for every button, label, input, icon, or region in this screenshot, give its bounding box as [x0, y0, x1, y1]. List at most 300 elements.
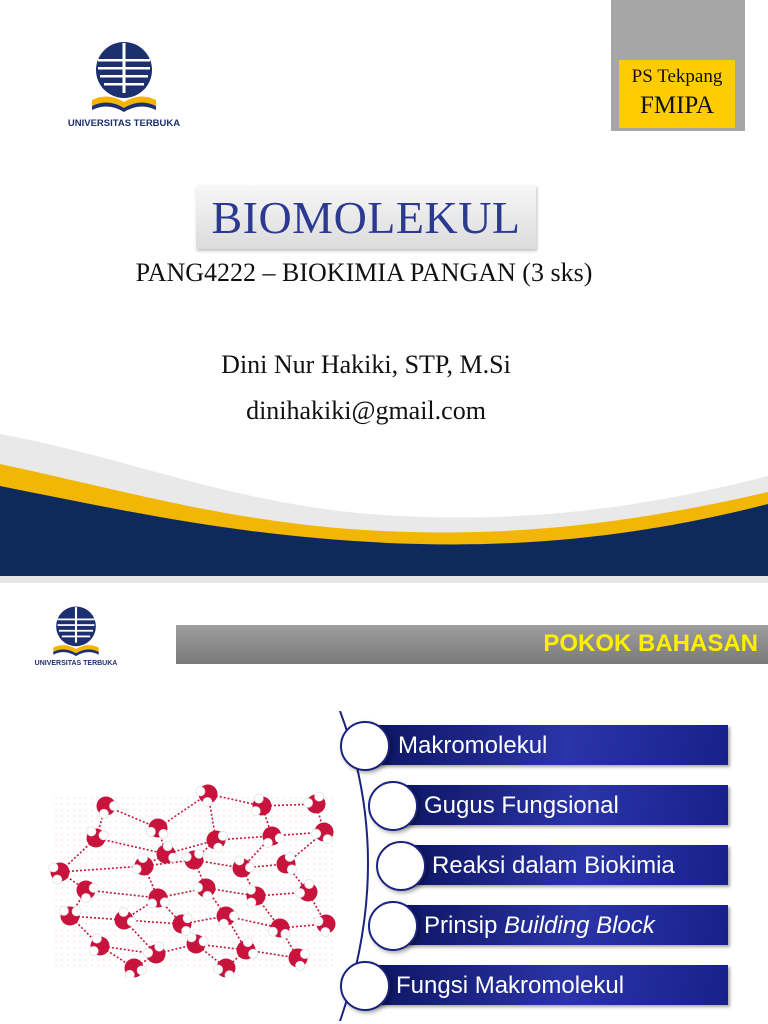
background-dot	[127, 941, 128, 942]
background-dot	[79, 839, 80, 840]
background-dot	[277, 803, 278, 804]
background-dot	[61, 935, 62, 936]
background-dot	[115, 905, 116, 906]
background-dot	[217, 941, 218, 942]
background-dot	[313, 935, 314, 936]
background-dot	[175, 845, 176, 846]
background-dot	[241, 821, 242, 822]
background-dot	[211, 935, 212, 936]
background-dot	[241, 887, 242, 888]
background-dot	[259, 869, 260, 870]
background-dot	[295, 857, 296, 858]
background-dot	[223, 893, 224, 894]
background-dot	[97, 797, 98, 798]
background-dot	[295, 929, 296, 930]
background-dot	[55, 821, 56, 822]
background-dot	[193, 839, 194, 840]
background-dot	[235, 887, 236, 888]
background-dot	[289, 905, 290, 906]
slide-title: BIOMOLEKUL	[211, 192, 521, 243]
background-dot	[253, 935, 254, 936]
background-dot	[163, 911, 164, 912]
background-dot	[85, 941, 86, 942]
background-dot	[67, 851, 68, 852]
background-dot	[259, 923, 260, 924]
background-dot	[307, 917, 308, 918]
background-dot	[235, 815, 236, 816]
background-dot	[193, 809, 194, 810]
hydrogen-atom	[295, 888, 304, 897]
background-dot	[175, 875, 176, 876]
background-dot	[73, 821, 74, 822]
background-dot	[175, 887, 176, 888]
background-dot	[85, 863, 86, 864]
background-dot	[175, 821, 176, 822]
background-dot	[217, 899, 218, 900]
background-dot	[295, 839, 296, 840]
background-dot	[289, 899, 290, 900]
background-dot	[307, 857, 308, 858]
background-dot	[187, 869, 188, 870]
background-dot	[223, 827, 224, 828]
background-dot	[127, 947, 128, 948]
background-dot	[73, 893, 74, 894]
background-dot	[181, 833, 182, 834]
background-dot	[313, 965, 314, 966]
background-dot	[283, 965, 284, 966]
background-dot	[313, 959, 314, 960]
background-dot	[301, 929, 302, 930]
background-dot	[109, 827, 110, 828]
background-dot	[277, 851, 278, 852]
background-dot	[79, 959, 80, 960]
background-dot	[73, 953, 74, 954]
background-dot	[67, 803, 68, 804]
background-dot	[127, 875, 128, 876]
background-dot	[283, 959, 284, 960]
background-dot	[73, 965, 74, 966]
background-dot	[133, 827, 134, 828]
background-dot	[139, 827, 140, 828]
background-dot	[175, 863, 176, 864]
background-dot	[247, 935, 248, 936]
background-dot	[121, 797, 122, 798]
background-dot	[223, 815, 224, 816]
background-dot	[139, 923, 140, 924]
background-dot	[205, 839, 206, 840]
background-dot	[241, 935, 242, 936]
background-dot	[295, 917, 296, 918]
background-dot	[187, 797, 188, 798]
background-dot	[199, 821, 200, 822]
background-dot	[91, 911, 92, 912]
background-dot	[61, 857, 62, 858]
background-dot	[235, 893, 236, 894]
background-dot	[79, 923, 80, 924]
hydrogen-bond-line	[60, 866, 144, 872]
background-dot	[145, 851, 146, 852]
background-dot	[229, 899, 230, 900]
background-dot	[55, 827, 56, 828]
background-dot	[79, 965, 80, 966]
background-dot	[133, 815, 134, 816]
background-dot	[55, 917, 56, 918]
background-dot	[145, 845, 146, 846]
background-dot	[229, 869, 230, 870]
background-dot	[247, 959, 248, 960]
background-dot	[211, 827, 212, 828]
background-dot	[205, 809, 206, 810]
background-dot	[217, 827, 218, 828]
background-dot	[199, 917, 200, 918]
background-dot	[229, 905, 230, 906]
background-dot	[223, 935, 224, 936]
topic-item-makromolekul[interactable]	[370, 725, 728, 765]
background-dot	[283, 821, 284, 822]
topic-item-fungsi-makromolekul[interactable]	[370, 965, 728, 1005]
topic-item-prinsip-building-block[interactable]	[398, 905, 728, 945]
background-dot	[181, 797, 182, 798]
background-dot	[133, 857, 134, 858]
background-dot	[283, 887, 284, 888]
background-dot	[211, 923, 212, 924]
background-dot	[139, 833, 140, 834]
background-dot	[109, 815, 110, 816]
background-dot	[139, 935, 140, 936]
background-dot	[121, 935, 122, 936]
background-dot	[223, 929, 224, 930]
background-dot	[163, 815, 164, 816]
background-dot	[271, 947, 272, 948]
background-dot	[247, 845, 248, 846]
background-dot	[253, 965, 254, 966]
background-dot	[139, 839, 140, 840]
badge-program: PS Tekpang	[631, 66, 723, 87]
background-dot	[67, 959, 68, 960]
hydrogen-atom	[214, 965, 223, 974]
background-dot	[163, 839, 164, 840]
background-dot	[289, 911, 290, 912]
hydrogen-bond-line	[96, 838, 166, 854]
background-dot	[115, 839, 116, 840]
background-dot	[73, 863, 74, 864]
background-dot	[247, 881, 248, 882]
background-dot	[91, 821, 92, 822]
background-dot	[235, 923, 236, 924]
background-dot	[235, 839, 236, 840]
background-dot	[211, 959, 212, 960]
background-dot	[85, 929, 86, 930]
background-dot	[145, 827, 146, 828]
background-dot	[289, 821, 290, 822]
background-dot	[157, 911, 158, 912]
background-dot	[289, 881, 290, 882]
background-dot	[265, 941, 266, 942]
background-dot	[79, 845, 80, 846]
background-dot	[103, 923, 104, 924]
background-dot	[115, 911, 116, 912]
background-dot	[169, 947, 170, 948]
background-dot	[295, 863, 296, 864]
background-dot	[67, 797, 68, 798]
background-dot	[217, 929, 218, 930]
background-dot	[85, 965, 86, 966]
background-dot	[91, 923, 92, 924]
background-dot	[175, 869, 176, 870]
background-dot	[235, 827, 236, 828]
background-dot	[193, 959, 194, 960]
background-dot	[247, 911, 248, 912]
background-dot	[205, 965, 206, 966]
background-dot	[169, 881, 170, 882]
background-dot	[121, 857, 122, 858]
background-dot	[235, 845, 236, 846]
background-dot	[79, 953, 80, 954]
background-dot	[97, 959, 98, 960]
background-dot	[169, 929, 170, 930]
background-dot	[133, 905, 134, 906]
background-dot	[133, 893, 134, 894]
background-dot	[139, 947, 140, 948]
background-dot	[73, 875, 74, 876]
background-dot	[259, 935, 260, 936]
background-dot	[193, 869, 194, 870]
background-dot	[259, 839, 260, 840]
background-dot	[61, 797, 62, 798]
hydrogen-atom	[251, 806, 260, 815]
background-dot	[211, 851, 212, 852]
background-dot	[67, 827, 68, 828]
background-dot	[205, 815, 206, 816]
background-dot	[235, 941, 236, 942]
background-dot	[169, 959, 170, 960]
background-dot	[73, 827, 74, 828]
background-dot	[67, 941, 68, 942]
background-dot	[55, 797, 56, 798]
topic-item-gugus-fungsional[interactable]	[398, 785, 728, 825]
background-dot	[271, 905, 272, 906]
background-dot	[187, 809, 188, 810]
background-dot	[259, 851, 260, 852]
background-dot	[133, 935, 134, 936]
background-dot	[229, 815, 230, 816]
background-dot	[295, 809, 296, 810]
background-dot	[175, 941, 176, 942]
background-dot	[277, 815, 278, 816]
background-dot	[265, 815, 266, 816]
background-dot	[301, 815, 302, 816]
hydrogen-atom	[194, 849, 203, 858]
background-dot	[217, 923, 218, 924]
background-dot	[157, 797, 158, 798]
background-dot	[211, 953, 212, 954]
background-dot	[187, 827, 188, 828]
background-dot	[313, 863, 314, 864]
background-dot	[103, 875, 104, 876]
background-dot	[79, 863, 80, 864]
background-dot	[61, 941, 62, 942]
background-dot	[175, 803, 176, 804]
background-dot	[217, 953, 218, 954]
background-dot	[199, 839, 200, 840]
background-dot	[271, 797, 272, 798]
background-dot	[265, 857, 266, 858]
background-dot	[157, 965, 158, 966]
background-dot	[85, 839, 86, 840]
background-dot	[55, 851, 56, 852]
background-dot	[265, 863, 266, 864]
topic-item-reaksi-biokimia[interactable]	[406, 845, 728, 885]
background-dot	[223, 857, 224, 858]
background-dot	[121, 833, 122, 834]
background-dot	[229, 875, 230, 876]
background-dot	[217, 809, 218, 810]
background-dot	[91, 857, 92, 858]
background-dot	[97, 863, 98, 864]
background-dot	[109, 821, 110, 822]
background-dot	[289, 827, 290, 828]
background-dot	[181, 941, 182, 942]
background-dot	[61, 929, 62, 930]
hydrogen-atom	[199, 937, 208, 946]
background-dot	[85, 959, 86, 960]
background-dot	[115, 857, 116, 858]
background-dot	[157, 803, 158, 804]
background-dot	[139, 881, 140, 882]
background-dot	[85, 905, 86, 906]
background-dot	[157, 869, 158, 870]
background-dot	[61, 893, 62, 894]
background-dot	[145, 935, 146, 936]
hydrogen-atom	[235, 856, 244, 865]
background-dot	[247, 815, 248, 816]
background-dot	[223, 953, 224, 954]
background-dot	[187, 845, 188, 846]
hydrogen-atom	[119, 907, 128, 916]
background-dot	[127, 905, 128, 906]
hydrogen-atom	[125, 970, 134, 978]
background-dot	[127, 953, 128, 954]
background-dot	[253, 839, 254, 840]
background-dot	[109, 923, 110, 924]
background-dot	[277, 797, 278, 798]
background-dot	[97, 875, 98, 876]
background-dot	[205, 911, 206, 912]
background-dot	[253, 875, 254, 876]
background-dot	[223, 821, 224, 822]
topic-label: Prinsip Building Block	[424, 912, 655, 939]
background-dot	[73, 935, 74, 936]
background-dot	[265, 947, 266, 948]
background-dot	[79, 875, 80, 876]
background-dot	[115, 869, 116, 870]
background-dot	[151, 923, 152, 924]
background-dot	[181, 827, 182, 828]
background-dot	[313, 953, 314, 954]
background-dot	[283, 797, 284, 798]
background-dot	[229, 827, 230, 828]
background-dot	[289, 797, 290, 798]
background-dot	[253, 845, 254, 846]
background-dot	[235, 797, 236, 798]
section-header: POKOK BAHASAN	[543, 630, 758, 657]
hydrogen-atom	[218, 831, 227, 840]
author-email[interactable]: dinihakiki@gmail.com	[246, 396, 486, 425]
background-dot	[271, 911, 272, 912]
background-dot	[199, 833, 200, 834]
background-dot	[199, 965, 200, 966]
background-dot	[79, 803, 80, 804]
background-dot	[283, 827, 284, 828]
background-dot	[55, 929, 56, 930]
background-dot	[61, 803, 62, 804]
background-dot	[151, 935, 152, 936]
background-dot	[199, 911, 200, 912]
water-molecule-lattice-illustration	[46, 768, 346, 978]
background-dot	[277, 845, 278, 846]
background-dot	[271, 875, 272, 876]
background-dot	[121, 875, 122, 876]
background-dot	[91, 851, 92, 852]
background-dot	[163, 881, 164, 882]
background-dot	[241, 797, 242, 798]
background-dot	[151, 941, 152, 942]
background-dot	[313, 869, 314, 870]
background-dot	[217, 857, 218, 858]
background-dot	[229, 935, 230, 936]
background-dot	[121, 887, 122, 888]
logo-caption-small: UNIVERSITAS TERBUKA	[34, 660, 118, 667]
background-dot	[73, 959, 74, 960]
background-dot	[289, 845, 290, 846]
background-dot	[133, 809, 134, 810]
background-dot	[151, 845, 152, 846]
background-dot	[295, 797, 296, 798]
background-dot	[109, 893, 110, 894]
hydrogen-atom	[89, 883, 98, 892]
background-dot	[151, 887, 152, 888]
background-dot	[265, 959, 266, 960]
background-dot	[205, 857, 206, 858]
background-dot	[181, 911, 182, 912]
background-dot	[169, 839, 170, 840]
background-dot	[67, 821, 68, 822]
background-dot	[169, 815, 170, 816]
background-dot	[295, 923, 296, 924]
background-dot	[79, 947, 80, 948]
background-dot	[55, 911, 56, 912]
background-dot	[295, 881, 296, 882]
background-dot	[181, 965, 182, 966]
background-dot	[283, 845, 284, 846]
badge-faculty: FMIPA	[639, 92, 715, 119]
background-dot	[115, 935, 116, 936]
hydrogen-atom	[187, 933, 196, 942]
hydrogen-atom	[275, 834, 284, 843]
section-header-bar	[176, 625, 768, 664]
background-dot	[175, 953, 176, 954]
background-dot	[73, 833, 74, 834]
background-dot	[283, 911, 284, 912]
background-dot	[145, 941, 146, 942]
background-dot	[205, 917, 206, 918]
background-dot	[55, 803, 56, 804]
background-dot	[109, 869, 110, 870]
background-dot	[301, 947, 302, 948]
background-dot	[133, 941, 134, 942]
background-dot	[229, 845, 230, 846]
background-dot	[223, 851, 224, 852]
